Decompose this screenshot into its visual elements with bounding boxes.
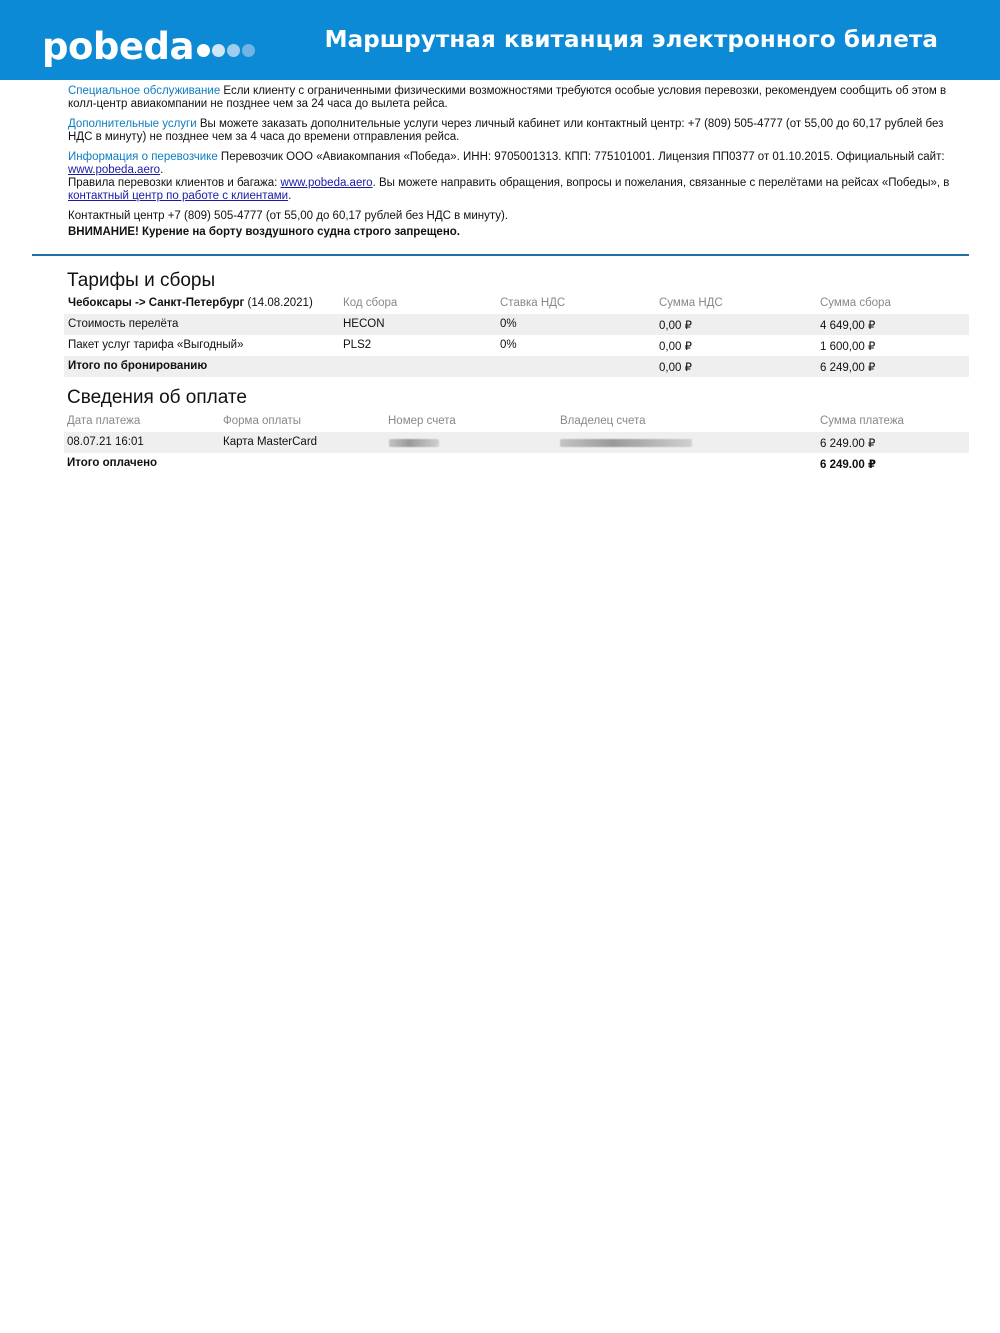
- contact-center-link[interactable]: контактный центр по работе с клиентами: [68, 190, 289, 202]
- col-fee-code: Код сбора: [343, 297, 398, 309]
- pobeda-logo: [42, 25, 257, 68]
- fee-amount: 4 649,00 ₽: [820, 320, 876, 332]
- carrier-info-label: Информация о перевозчике: [68, 151, 218, 163]
- vat-rate: 0%: [500, 339, 517, 351]
- payment-table: [64, 411, 969, 474]
- rules-text-2: . Вы можете направить обращения, вопросы и пожелания, связанные с перелётами на рейсах «Победы», в: [372, 177, 950, 189]
- tariffs-table: [64, 293, 969, 377]
- rules-paragraph: [68, 177, 968, 203]
- fee-amount: 1 600,00 ₽: [820, 341, 876, 353]
- section-divider: [32, 254, 969, 256]
- rules-end: .: [288, 190, 292, 202]
- table-row: [64, 432, 969, 453]
- special-service-text: Если клиенту с ограниченными физическими возможностями требуются особые условия перевозки, рекомендуем сообщить об этом в колл-центр авиакомпании не позднее чем за 24 часа до вылета рейса.: [68, 85, 947, 110]
- route-label: [68, 297, 313, 309]
- payment-amount: 6 249.00 ₽: [820, 438, 876, 450]
- tariffs-header-row: [64, 293, 969, 314]
- col-vat-sum: Сумма НДС: [659, 297, 723, 309]
- table-row: [64, 314, 969, 335]
- payment-method: Карта MasterCard: [223, 436, 318, 448]
- col-payment-date: Дата платежа: [67, 415, 141, 427]
- total-amount: 6 249,00 ₽: [820, 362, 876, 374]
- col-payment-amount: Сумма платежа: [820, 415, 904, 427]
- col-fee-amount: Сумма сбора: [820, 297, 891, 309]
- additional-services-label: Дополнительные услуги: [68, 118, 197, 130]
- carrier-site-link[interactable]: www.pobeda.aero: [68, 164, 161, 176]
- tariffs-total-row: [64, 356, 969, 377]
- carrier-info-end: .: [160, 164, 164, 176]
- payment-total-row: [64, 453, 969, 474]
- document-title: Маршрутная квитанция электронного билета: [324, 27, 938, 53]
- special-service-label: Специальное обслуживание: [68, 85, 221, 97]
- rules-text: Правила перевозки клиентов и багажа:: [68, 177, 281, 189]
- additional-services-paragraph: [68, 118, 968, 144]
- paid-total-amount: 6 249.00 ₽: [820, 459, 876, 471]
- route-date: (14.08.2021): [244, 297, 313, 309]
- total-label: Итого по бронированию: [68, 360, 208, 372]
- route-name: Чебоксары -> Санкт-Петербург: [68, 297, 245, 309]
- vat-sum: 0,00 ₽: [659, 320, 692, 332]
- payment-date: 08.07.21 16:01: [67, 436, 144, 448]
- header-bar: [0, 0, 1000, 80]
- contact-center-text: Контактный центр +7 (809) 505-4777 (от 55,00 до 60,17 рублей без НДС в минуту).: [68, 210, 509, 222]
- fee-name: Пакет услуг тарифа «Выгодный»: [68, 339, 244, 351]
- carrier-info-paragraph: [68, 151, 968, 177]
- special-service-paragraph: [68, 85, 968, 111]
- fee-code: PLS2: [343, 339, 372, 351]
- redacted-account-owner: [560, 439, 692, 447]
- info-section: [68, 85, 968, 246]
- col-account-owner: Владелец счета: [560, 415, 646, 427]
- additional-services-text: Вы можете заказать дополнительные услуги через личный кабинет или контактный центр: +7 (809) 505-4777 (от 55,00 до 60,17 рублей без НДС в минуту) не позднее чем за 4 часа до времени отправления рейса.: [68, 118, 944, 143]
- table-row: [64, 335, 969, 356]
- vat-rate: 0%: [500, 318, 517, 330]
- carrier-info-text: Перевозчик ООО «Авиакомпания «Победа». ИНН: 9705001313. КПП: 775101001. Лицензия ПП0377 от 01.10.2015. Официальный сайт:: [217, 151, 945, 163]
- logo-text: pobeda: [42, 25, 194, 68]
- paid-total-label: Итого оплачено: [67, 457, 158, 469]
- payment-title: Сведения об оплате: [67, 387, 247, 408]
- payment-header-row: [64, 411, 969, 432]
- col-account-number: Номер счета: [388, 415, 456, 427]
- logo-dots-icon: [197, 44, 257, 57]
- redacted-account-number: [389, 439, 439, 447]
- col-payment-method: Форма оплаты: [223, 415, 302, 427]
- smoking-warning: ВНИМАНИЕ! Курение на борту воздушного судна строго запрещено.: [68, 226, 460, 238]
- tariffs-title: Тарифы и сборы: [67, 270, 216, 291]
- fee-name: Стоимость перелёта: [68, 318, 179, 330]
- fee-code: HECON: [343, 318, 385, 330]
- col-vat-rate: Ставка НДС: [500, 297, 566, 309]
- vat-sum: 0,00 ₽: [659, 341, 692, 353]
- rules-site-link[interactable]: www.pobeda.aero: [280, 177, 373, 189]
- total-vat: 0,00 ₽: [659, 362, 692, 374]
